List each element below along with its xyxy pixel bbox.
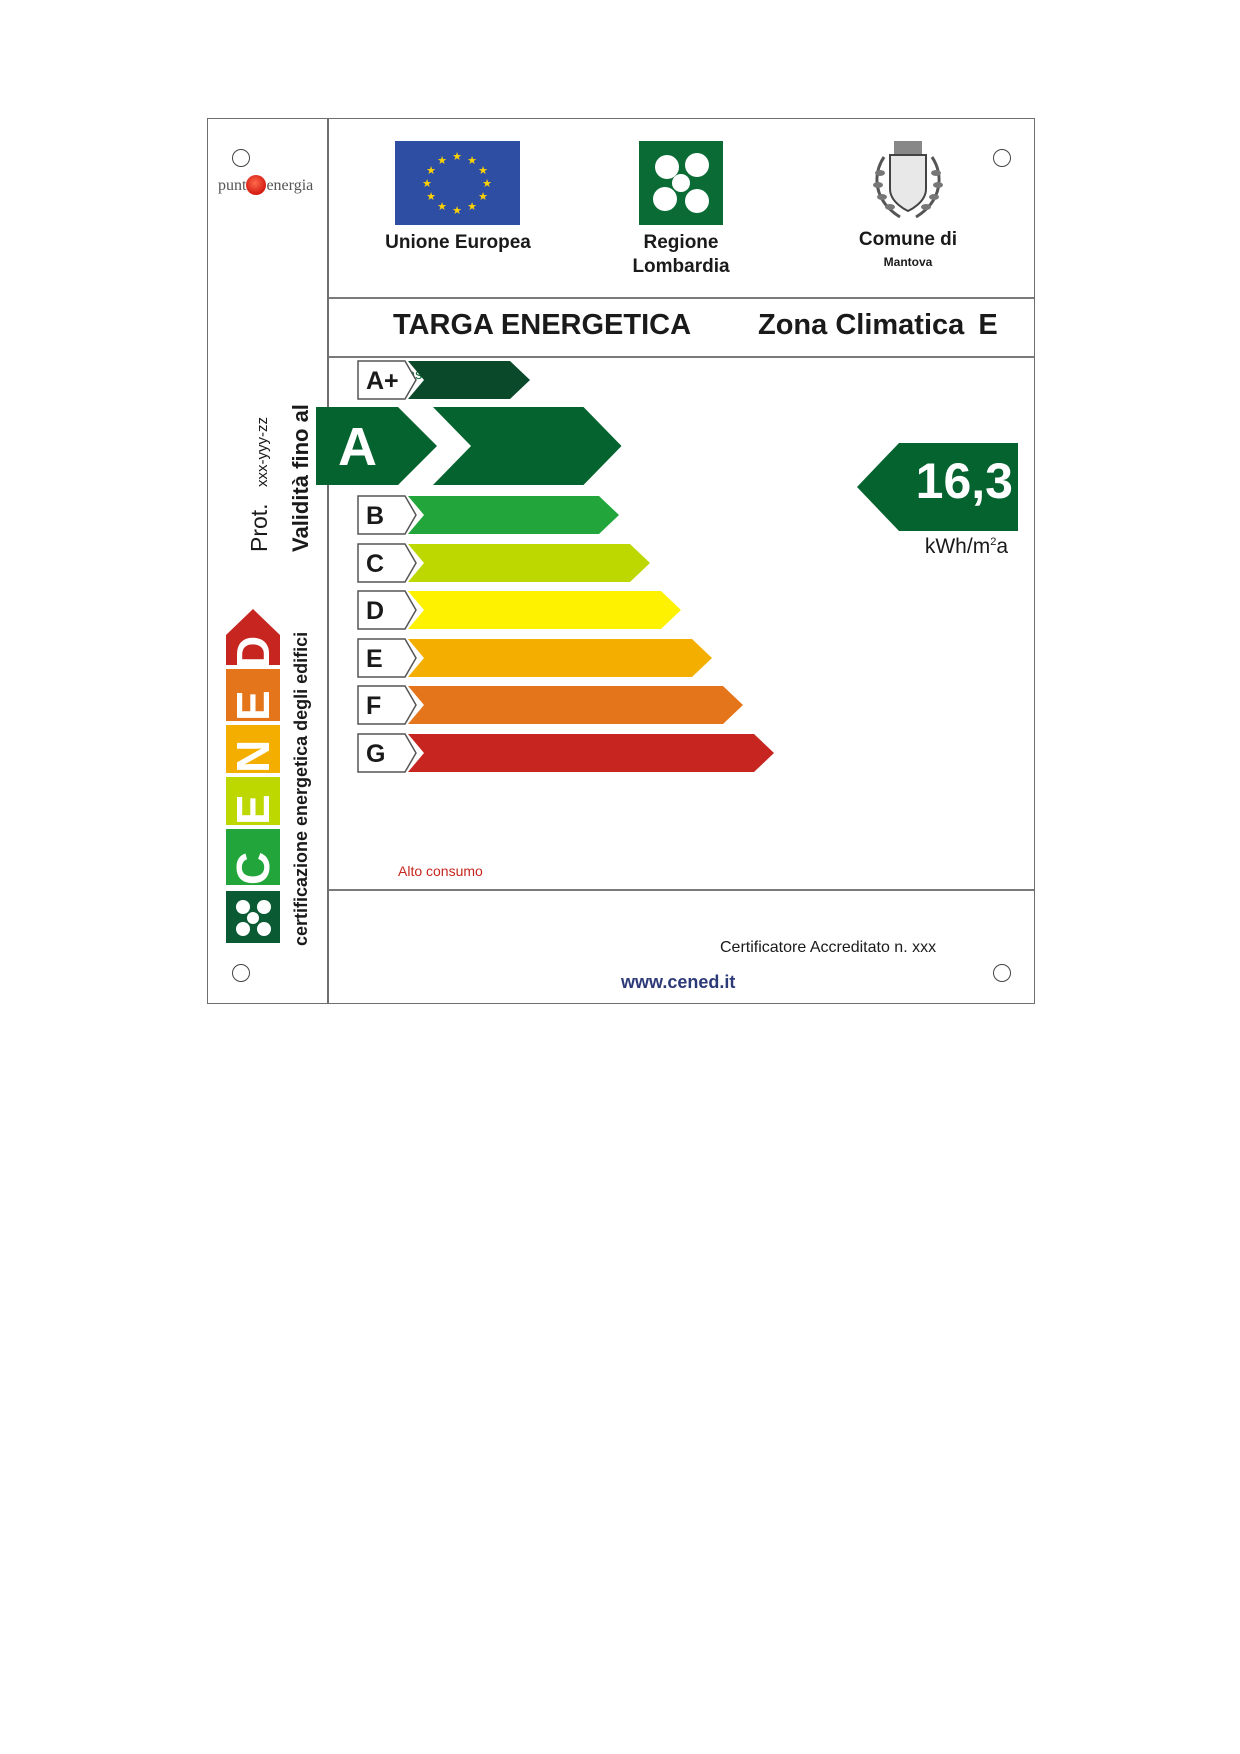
prot-value: xxx-yyy-zz: [254, 417, 271, 488]
class-label-d: D: [366, 597, 385, 625]
high-consumption-label: Alto consumo: [398, 863, 483, 879]
class-label-a: A: [338, 417, 377, 477]
svg-text:★: ★: [467, 154, 477, 167]
certification-text: certificazione energetica degli edifici: [291, 631, 311, 946]
certifier-text: Certificatore Accreditato n. xxx: [720, 939, 937, 956]
svg-text:★: ★: [422, 177, 432, 190]
brand-part2: energia: [266, 177, 314, 194]
climate-zone-letter: E: [978, 309, 998, 341]
climate-zone-label: Zona Climatica: [758, 309, 965, 341]
low-consumption-label: Basso: [398, 366, 437, 382]
region-label-line2: Lombardia: [632, 256, 730, 277]
energy-unit: [908, 535, 1008, 559]
class-row-c: [358, 544, 650, 582]
svg-text:★: ★: [467, 200, 477, 213]
region-label-line1: Regione: [643, 232, 719, 253]
class-bar-d: [408, 591, 681, 629]
class-bar-f: [408, 686, 743, 724]
svg-text:★: ★: [437, 154, 447, 167]
svg-text:★: ★: [437, 200, 447, 213]
cened-letter-e2: E: [227, 794, 279, 825]
prot-label: Prot.: [246, 503, 272, 552]
class-row-g: [358, 734, 774, 772]
svg-text:★: ★: [452, 150, 462, 163]
website-link[interactable]: www.cened.it: [621, 972, 736, 992]
svg-text:★: ★: [478, 190, 488, 203]
class-bar-b: [408, 496, 619, 534]
cened-letter-e1: E: [227, 690, 279, 721]
class-row-e: [358, 639, 712, 677]
unit-suffix: a: [996, 535, 1008, 558]
class-row-b: [358, 496, 619, 534]
class-row-a-plus: [358, 361, 530, 399]
class-bar-a-plus: [408, 361, 530, 399]
class-bar-g: [408, 734, 774, 772]
unit-sup: 2: [990, 536, 997, 548]
class-bar-a: [433, 407, 622, 485]
class-label-g: G: [366, 740, 386, 768]
comune-name: Mantova: [883, 255, 933, 269]
svg-text:★: ★: [426, 164, 436, 177]
energy-value: 16,3: [915, 453, 1013, 509]
energy-label-card: [207, 118, 1035, 1004]
class-bar-c: [408, 544, 650, 582]
unit-prefix: kWh/m: [924, 535, 991, 558]
class-label-e: E: [366, 645, 383, 673]
energy-scale: [208, 119, 1036, 1005]
eu-label: Unione Europea: [385, 232, 531, 253]
class-bar-e: [408, 639, 712, 677]
validity-label: Validità fino al: [288, 404, 313, 552]
cened-letter-n: N: [227, 739, 279, 773]
svg-text:★: ★: [426, 190, 436, 203]
cened-letter-c: C: [227, 851, 279, 885]
class-label-c: C: [366, 550, 385, 578]
cened-letter-d: D: [227, 635, 279, 669]
svg-text:★: ★: [452, 204, 462, 217]
class-row-a: [316, 407, 622, 485]
brand-part1: punt: [218, 177, 247, 194]
class-row-f: [358, 686, 743, 724]
svg-text:★: ★: [482, 177, 492, 190]
svg-text:★: ★: [478, 164, 488, 177]
class-label-b: B: [366, 502, 385, 530]
class-label-f: F: [366, 692, 382, 720]
class-label-a-plus: A+: [366, 367, 399, 395]
label-title: TARGA ENERGETICA: [393, 309, 692, 341]
comune-label: Comune di: [858, 229, 958, 250]
class-row-d: [358, 591, 681, 629]
